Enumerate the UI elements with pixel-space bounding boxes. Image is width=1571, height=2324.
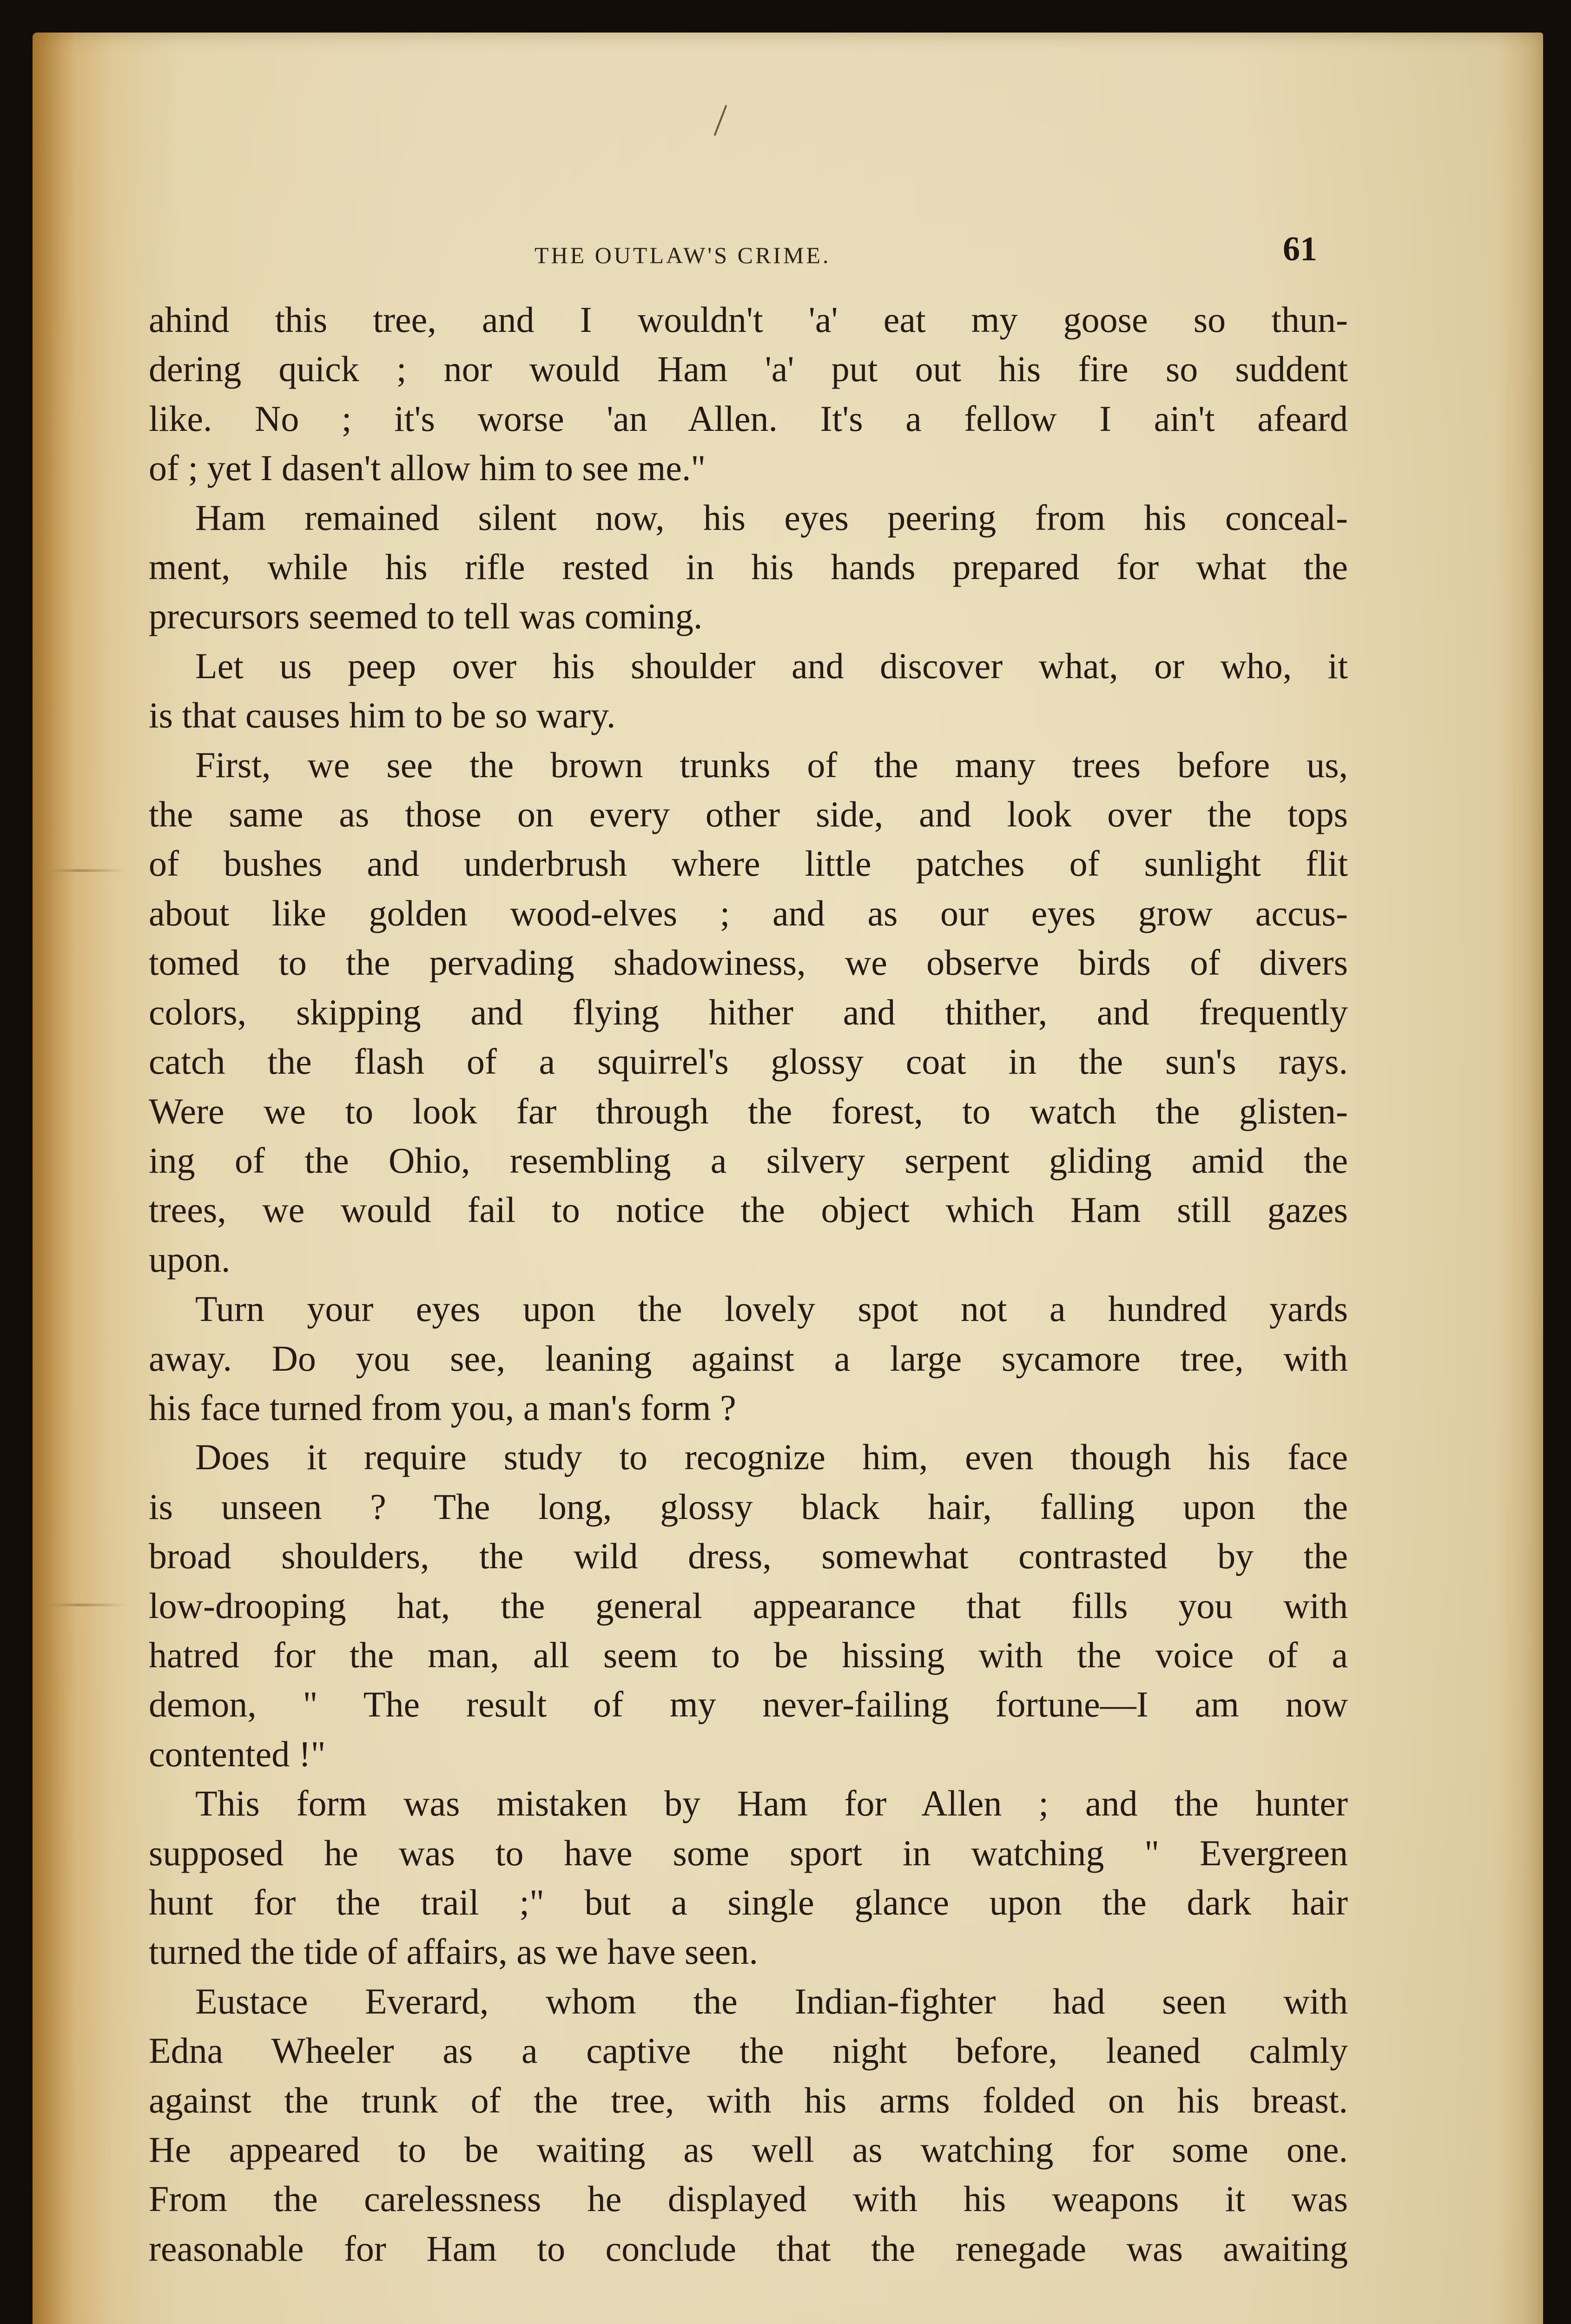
text-line: of bushes and underbrush where little patches of sunlight flit bbox=[149, 843, 1348, 884]
text-line: low-drooping hat, the general appearance that fills you with bbox=[149, 1585, 1348, 1626]
paragraph bbox=[149, 1433, 1348, 1779]
text-line: tomed to the pervading shadowiness, we observe birds of divers bbox=[149, 942, 1348, 983]
text-line: He appeared to be waiting as well as watching for some one. bbox=[149, 2129, 1348, 2170]
text-line: Were we to look far through the forest, to watch the glisten- bbox=[149, 1090, 1348, 1131]
text-line: hatred for the man, all seem to be hissing with the voice of a bbox=[149, 1634, 1348, 1675]
text-line: Eustace Everard, whom the Indian-fighter had seen with bbox=[195, 1981, 1348, 2021]
text-line: is that causes him to be so wary. bbox=[149, 695, 616, 736]
text-line: turned the tide of affairs, as we have seen. bbox=[149, 1931, 759, 1972]
text-line: demon, " The result of my never-failing fortune—I am now bbox=[149, 1684, 1348, 1725]
text-line: Let us peep over his shoulder and discover what, or who, it bbox=[195, 645, 1348, 686]
text-line: Turn your eyes upon the lovely spot not a hundred yards bbox=[195, 1288, 1348, 1329]
paragraph bbox=[149, 1284, 1348, 1433]
text-line: This form was mistaken by Ham for Allen ; and the hunter bbox=[195, 1783, 1348, 1824]
body-text bbox=[149, 295, 1348, 2273]
paragraph bbox=[149, 740, 1348, 1284]
paragraph bbox=[149, 493, 1348, 641]
text-line: is unseen ? The long, glossy black hair, falling upon the bbox=[149, 1486, 1348, 1527]
text-line: reasonable for Ham to conclude that the renegade was awaiting bbox=[149, 2228, 1348, 2269]
paragraph bbox=[149, 1779, 1348, 1977]
text-line: upon. bbox=[149, 1239, 231, 1280]
text-line: ment, while his rifle rested in his hands prepared for what the bbox=[149, 547, 1348, 588]
text-line: First, we see the brown trunks of the many trees before us, bbox=[195, 744, 1348, 785]
binding-thread bbox=[33, 1604, 125, 1606]
page-sheet bbox=[33, 33, 1543, 2324]
text-line: away. Do you see, leaning against a large sycamore tree, with bbox=[149, 1338, 1348, 1379]
text-line: dering quick ; nor would Ham 'a' put out his fire so suddent bbox=[149, 349, 1348, 390]
paragraph bbox=[149, 1977, 1348, 2273]
text-line: hunt for the trail ;" but a single glance upon the dark hair bbox=[149, 1882, 1348, 1922]
text-line: trees, we would fail to notice the object which Ham still gazes bbox=[149, 1189, 1348, 1230]
page-header bbox=[33, 228, 1543, 270]
page-number: 61 bbox=[1283, 230, 1317, 268]
text-line: Edna Wheeler as a captive the night before, leaned calmly bbox=[149, 2030, 1348, 2071]
text-line: ing of the Ohio, resembling a silvery serpent gliding amid the bbox=[149, 1140, 1348, 1181]
binding-gutter bbox=[33, 33, 74, 2324]
text-line: his face turned from you, a man's form ? bbox=[149, 1387, 736, 1428]
text-line: supposed he was to have some sport in watching " Evergreen bbox=[149, 1832, 1348, 1873]
binding-thread bbox=[33, 869, 125, 872]
text-line: against the trunk of the tree, with his arms folded on his breast. bbox=[149, 2080, 1348, 2120]
text-line: Does it require study to recognize him, even though his face bbox=[195, 1437, 1348, 1478]
text-line: precursors seemed to tell was coming. bbox=[149, 596, 703, 637]
text-line: From the carelessness he displayed with his weapons it was bbox=[149, 2179, 1348, 2219]
pencil-mark bbox=[706, 102, 734, 139]
text-line: of ; yet I dasen't allow him to see me." bbox=[149, 448, 706, 489]
text-line: catch the flash of a squirrel's glossy coat in the sun's rays. bbox=[149, 1041, 1348, 1082]
text-line: Ham remained silent now, his eyes peering from his conceal- bbox=[195, 497, 1348, 538]
text-line: the same as those on every other side, and look over the tops bbox=[149, 794, 1348, 835]
running-head: THE OUTLAW'S CRIME. bbox=[535, 242, 831, 268]
paragraph bbox=[149, 295, 1348, 493]
text-line: broad shoulders, the wild dress, somewhat contrasted by the bbox=[149, 1536, 1348, 1577]
text-line: colors, skipping and flying hither and thither, and frequently bbox=[149, 991, 1348, 1032]
text-line: like. No ; it's worse 'an Allen. It's a fellow I ain't afeard bbox=[149, 398, 1348, 439]
text-line: about like golden wood-elves ; and as our eyes grow accus- bbox=[149, 892, 1348, 933]
text-line: ahind this tree, and I wouldn't 'a' eat my goose so thun- bbox=[149, 299, 1348, 340]
paragraph bbox=[149, 641, 1348, 740]
text-line: contented !" bbox=[149, 1733, 326, 1774]
